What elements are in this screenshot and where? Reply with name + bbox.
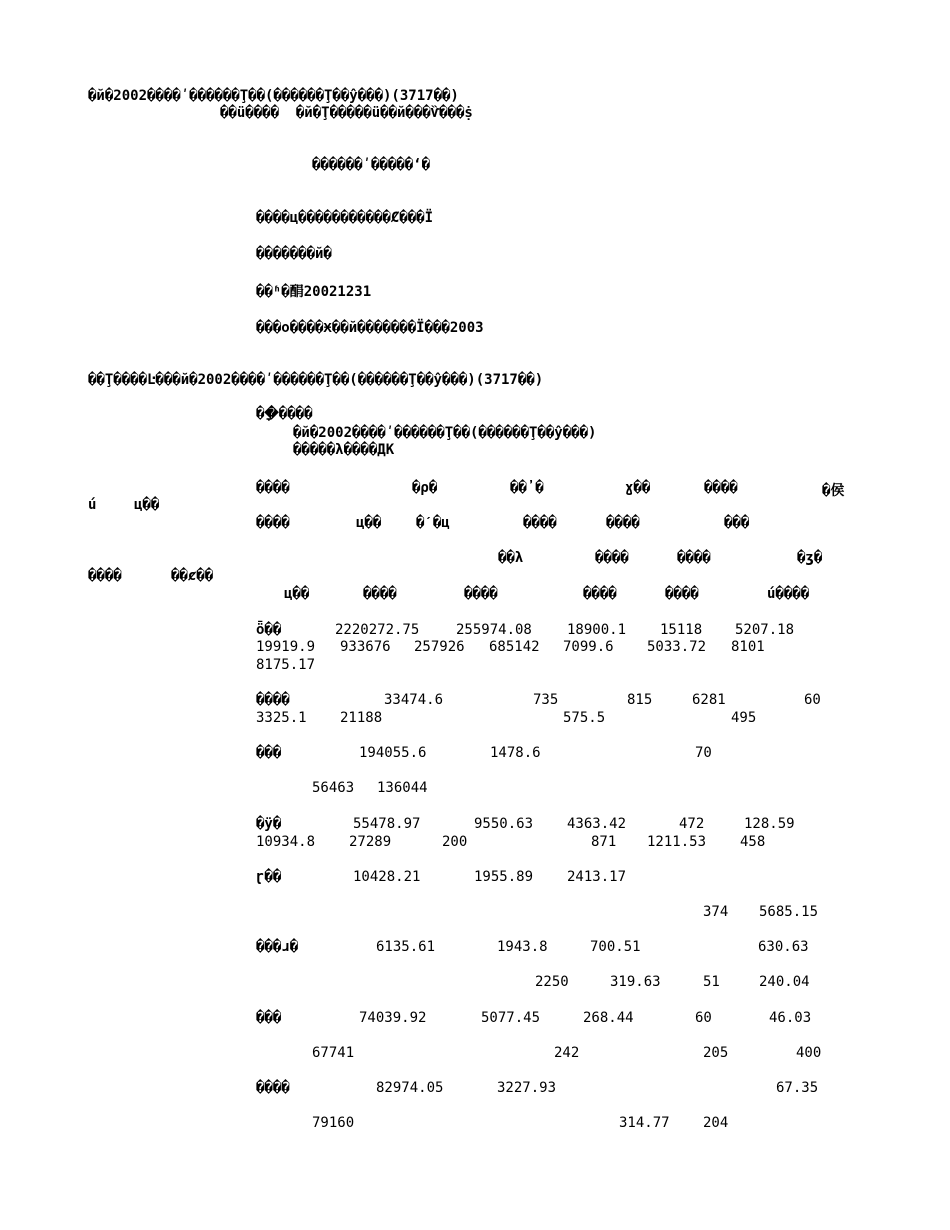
info-field: ��ʱ�䣺20021231 (256, 284, 372, 300)
column-header: ц�� (284, 586, 310, 602)
cell: 2413.17 (567, 869, 627, 885)
row-label: ȫ�� (256, 622, 282, 638)
cell: 18900.1 (567, 622, 627, 638)
table-header-row (0, 515, 950, 535)
cell: 194055.6 (359, 745, 427, 761)
subheading: ��ָ���� (256, 406, 313, 422)
cell: 5033.72 (647, 639, 707, 655)
column-header: ��� (724, 515, 750, 531)
column-header: ���� (665, 586, 699, 602)
row-label: ���� (256, 1080, 290, 1096)
info-field: �������й� (256, 246, 332, 262)
column-header: ��λ (498, 550, 524, 566)
table-row (0, 939, 950, 993)
column-header: ���� (523, 515, 557, 531)
section-heading: ��Ţ����Ŀ���й�2002����ʹ������Ţ��(������Ţ��ŷ���)(3717��) (88, 372, 544, 388)
cell: 5685.15 (759, 904, 819, 920)
cell: 46.03 (769, 1010, 812, 1026)
column-header: ���� (677, 550, 711, 566)
column-header: ���� (363, 586, 397, 602)
cell: 200 (442, 834, 468, 850)
cell: 70 (695, 745, 712, 761)
column-header: ���� (704, 480, 738, 496)
cell: 700.51 (590, 939, 641, 955)
table-header-row (0, 568, 950, 588)
row-header: ú (88, 497, 97, 513)
cell: 314.77 (619, 1115, 670, 1131)
column-header: ú���� (767, 586, 810, 602)
table-row (0, 816, 950, 852)
table-row (0, 869, 950, 923)
cell: 67741 (312, 1045, 355, 1061)
cell: 255974.08 (456, 622, 532, 638)
cell: 4363.42 (567, 816, 627, 832)
cell: 19919.9 (256, 639, 316, 655)
cell: 128.59 (744, 816, 795, 832)
table-row (0, 745, 950, 799)
cell: 6281 (692, 692, 726, 708)
row-label: ���ɹ� (256, 939, 299, 955)
cell: 575.5 (563, 710, 606, 726)
cell: 67.35 (776, 1080, 819, 1096)
table-title: �й�2002����ʹ������Ţ��(������Ţ��ŷ���) (293, 425, 597, 441)
cell: 21188 (340, 710, 383, 726)
row-label: �ӱ� (256, 816, 282, 832)
cell: 10934.8 (256, 834, 316, 850)
document-subtitle: ��ü���� �й�Ţ�����ü��й���Ѷ���ṩ (220, 105, 473, 121)
cell: 1478.6 (490, 745, 541, 761)
cell: 2220272.75 (335, 622, 420, 638)
table-row (0, 1010, 950, 1064)
column-header: ц�� (356, 515, 382, 531)
column-header: �侯 (822, 483, 845, 499)
row-label: ���� (256, 692, 290, 708)
info-field: ����ц�����������Ȼ���Ϊ (256, 210, 434, 226)
cell: 5077.45 (481, 1010, 541, 1026)
cell: 268.44 (583, 1010, 634, 1026)
cell: 15118 (660, 622, 703, 638)
row-label: ɽ�� (256, 869, 282, 885)
cell: 136044 (377, 780, 428, 796)
cell: 472 (679, 816, 705, 832)
cell: 933676 (340, 639, 391, 655)
cell: 871 (591, 834, 617, 850)
section-heading: ������ʹ�����ʻ� (312, 157, 431, 173)
cell: 815 (627, 692, 653, 708)
cell: 55478.97 (353, 816, 421, 832)
column-header: ��̓ � (510, 480, 544, 496)
cell: 495 (731, 710, 757, 726)
cell: 1943.8 (497, 939, 548, 955)
cell: 2250 (535, 974, 569, 990)
cell: 79160 (312, 1115, 355, 1131)
cell: 240.04 (759, 974, 810, 990)
table-header-row (0, 586, 950, 606)
cell: 630.63 (758, 939, 809, 955)
row-header: ���� (88, 568, 122, 584)
cell: 1211.53 (647, 834, 707, 850)
column-header: ���� (256, 515, 290, 531)
column-header: ���� (606, 515, 640, 531)
column-header: ���� (464, 586, 498, 602)
table-unit: �����λ����ДК (293, 442, 395, 458)
cell: 3325.1 (256, 710, 307, 726)
table-row (0, 692, 950, 728)
cell: 56463 (312, 780, 355, 796)
cell: 458 (740, 834, 766, 850)
cell: 374 (703, 904, 729, 920)
info-field: ���о����Ӿ��й�������Ϊ���2003 (256, 320, 484, 336)
cell: 205 (703, 1045, 729, 1061)
row-header: ��ȼ�� (171, 568, 214, 584)
document-title: �й�2002����ʹ������Ţ��(������Ţ��ŷ���)(3717��) (88, 88, 459, 104)
cell: 82974.05 (376, 1080, 444, 1096)
cell: 1955.89 (474, 869, 534, 885)
cell: 74039.92 (359, 1010, 427, 1026)
cell: 204 (703, 1115, 729, 1131)
cell: 319.63 (610, 974, 661, 990)
column-header: ���� (256, 480, 290, 496)
column-header: �ρ� (412, 480, 438, 496)
column-header: �ˊ�ц (416, 515, 450, 531)
cell: 8175.17 (256, 657, 316, 673)
cell: 735 (533, 692, 559, 708)
column-header: ���� (595, 550, 629, 566)
cell: 400 (796, 1045, 822, 1061)
table-header-row (0, 550, 950, 570)
cell: 3227.93 (497, 1080, 557, 1096)
cell: 257926 (414, 639, 465, 655)
column-header: ɣ�� (625, 480, 651, 496)
table-row (0, 622, 950, 676)
cell: 8101 (731, 639, 765, 655)
cell: 6135.61 (376, 939, 436, 955)
table-row (0, 1080, 950, 1134)
cell: 7099.6 (563, 639, 614, 655)
cell: 27289 (349, 834, 392, 850)
cell: 33474.6 (384, 692, 444, 708)
cell: 60 (804, 692, 821, 708)
table-header-row (0, 497, 950, 517)
cell: 685142 (489, 639, 540, 655)
row-label: ��� (256, 1010, 282, 1026)
column-header: �ʒ� (797, 550, 823, 566)
cell: 51 (703, 974, 720, 990)
cell: 10428.21 (353, 869, 421, 885)
cell: 5207.18 (735, 622, 795, 638)
column-header: ���� (583, 586, 617, 602)
row-label: ��� (256, 745, 282, 761)
row-header: ц�� (134, 497, 160, 513)
cell: 242 (554, 1045, 580, 1061)
cell: 60 (695, 1010, 712, 1026)
cell: 9550.63 (474, 816, 534, 832)
